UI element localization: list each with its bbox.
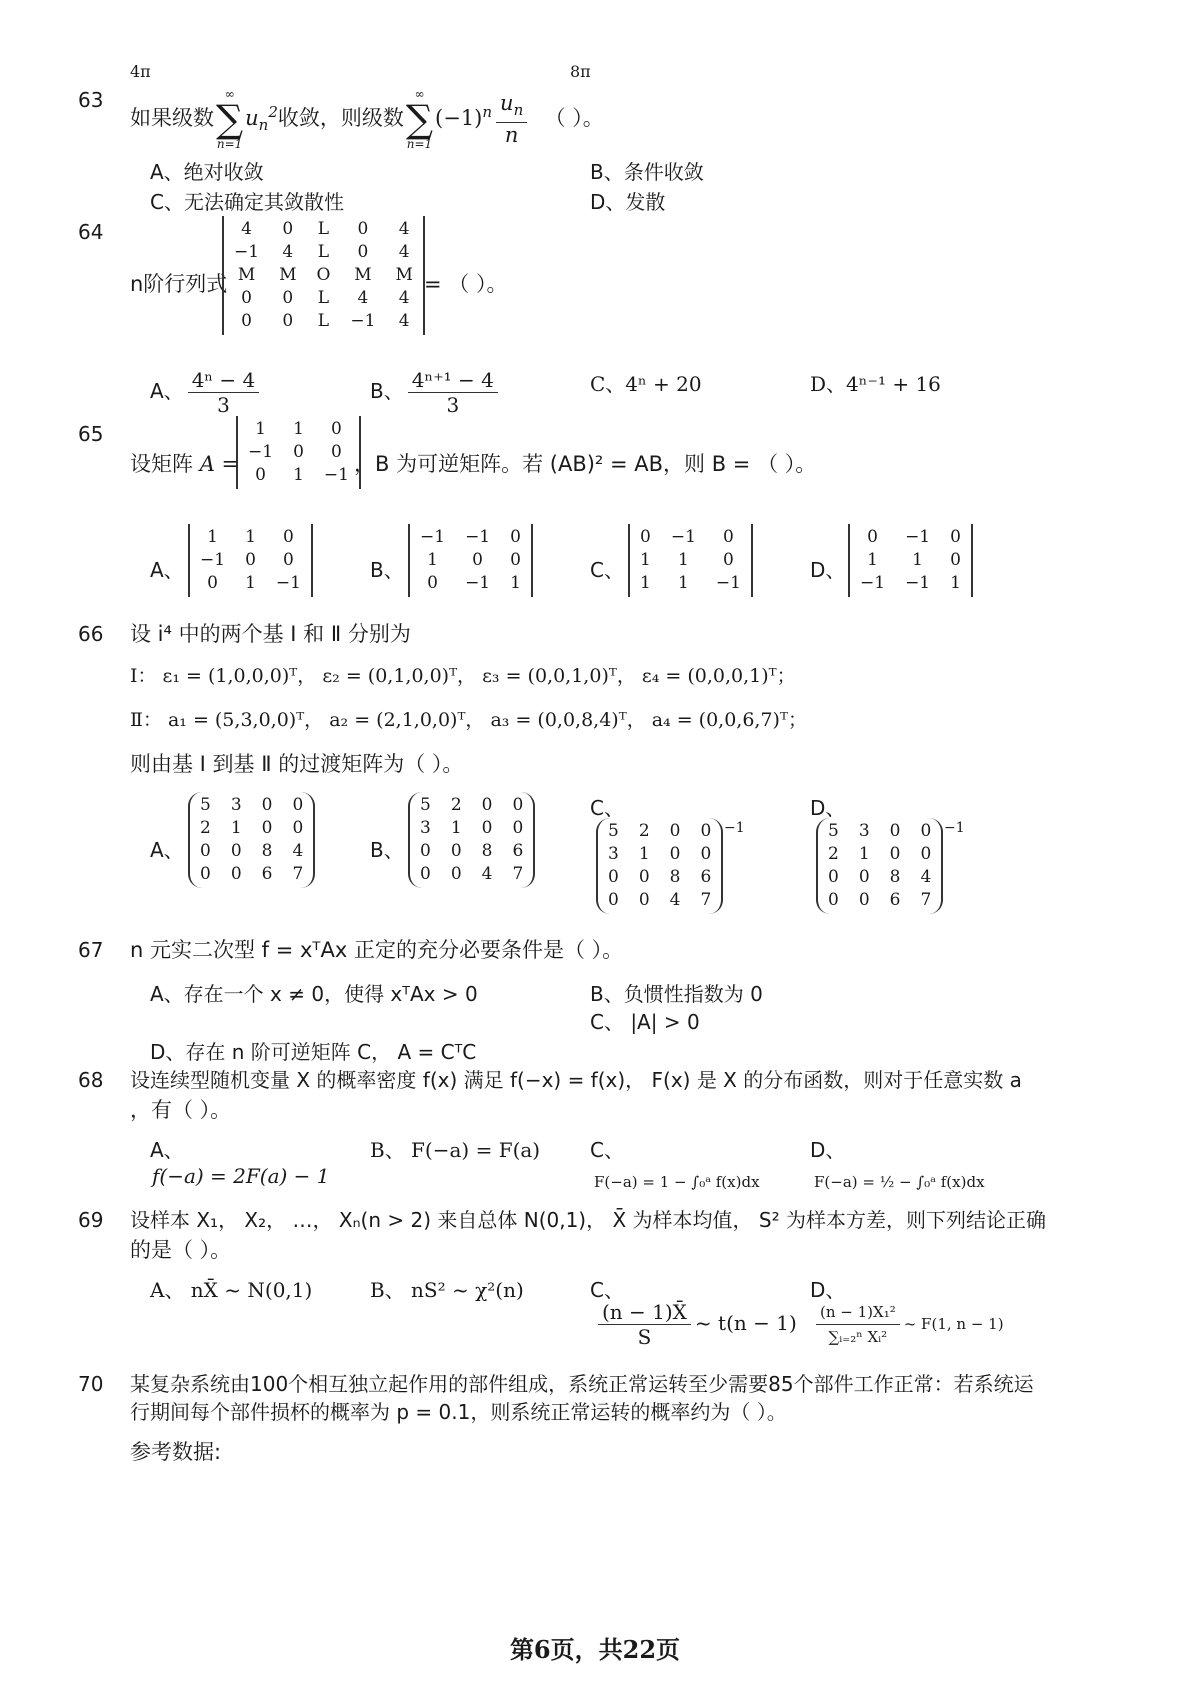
q65-option-c-label[interactable]: C、 xyxy=(590,558,624,582)
q63-option-b[interactable]: B、条件收敛 xyxy=(590,160,704,184)
q65-option-d-matrix[interactable]: 0 −1 0 1 1 0 −1 −1 1 xyxy=(848,524,973,597)
question-number: 66 xyxy=(78,622,104,646)
q64-option-d[interactable]: D、4ⁿ⁻¹ + 16 xyxy=(810,372,941,396)
q66-option-b-matrix[interactable]: 5 2 0 0 3 1 0 0 0 0 8 6 0 0 4 7 xyxy=(408,792,535,888)
q64-option-c[interactable]: C、4ⁿ + 20 xyxy=(590,372,702,396)
q63-option-a[interactable]: A、绝对收敛 xyxy=(150,160,264,184)
q65-option-d-label[interactable]: D、 xyxy=(810,558,846,582)
q68-option-c[interactable]: F(−a) = 1 − ∫₀ᵃ f(x)dx xyxy=(594,1173,760,1191)
q69-stem-line-1: 设样本 X₁， X₂， …， Xₙ(n > 2) 来自总体 N(0,1)， X̄ 为样本均值， S² 为样本方差，则下列结论正确 xyxy=(130,1208,1046,1232)
q68-option-a-label[interactable]: A、 xyxy=(150,1138,184,1162)
q64-lead: n阶行列式 xyxy=(130,272,228,296)
q65-option-b-label[interactable]: B、 xyxy=(370,558,404,582)
q65-stem-rest: ，B 为可逆矩阵。若 (AB)² = AB，则 B = （ ）。 xyxy=(354,452,817,476)
question-number: 63 xyxy=(78,88,104,112)
q67-option-d[interactable]: D、存在 n 阶可逆矩阵 C， A = CᵀC xyxy=(150,1040,477,1064)
sum-symbol: ∞ ∑ n=1 xyxy=(216,87,244,151)
question-63-stem xyxy=(130,82,604,155)
q69-option-b[interactable]: B、 nS² ~ χ²(n) xyxy=(370,1278,524,1302)
q63-text-3: （ ）。 xyxy=(544,106,604,130)
question-number: 68 xyxy=(78,1068,104,1092)
question-number: 65 xyxy=(78,422,104,446)
q66-option-c-label[interactable]: C、 xyxy=(590,796,624,820)
q65-option-a-label[interactable]: A、 xyxy=(150,558,184,582)
q66-option-d-label[interactable]: D、 xyxy=(810,796,846,820)
q66-option-d-matrix[interactable]: 5 3 0 0 2 1 0 0 0 0 8 4 0 0 6 7 xyxy=(816,818,943,914)
q66-option-c-inverse: −1 xyxy=(724,820,745,836)
q65-lead: 设矩阵 A = xyxy=(130,452,240,476)
page-footer: 第6页，共22页 xyxy=(509,1635,681,1664)
q65-matrix-a: 1 1 0 −1 0 0 0 1 −1 xyxy=(236,416,361,489)
q63-fraction: $\frac{u_n}{n}$ xyxy=(496,91,527,147)
q68-stem-line-1: 设连续型随机变量 X 的概率密度 f(x) 满足 f(−x) = f(x)， F(x) 是 X 的分布函数，则对于任意实数 a xyxy=(130,1068,1022,1092)
q67-option-b[interactable]: B、负惯性指数为 0 xyxy=(590,982,763,1006)
q69-option-c[interactable]: $\frac{(n - 1)X̄}{S}$ ~ t(n − 1) xyxy=(594,1300,797,1349)
q66-question: 则由基 Ⅰ 到基 Ⅱ 的过渡矩阵为（ ）。 xyxy=(130,752,464,776)
q70-stem-line-2: 行期间每个部件损杯的概率为 p = 0.1，则系统正常运转的概率约为（ ）。 xyxy=(130,1400,787,1424)
q69-option-d-label[interactable]: D、 xyxy=(810,1278,846,1302)
q63-term: $u_n^2$ xyxy=(245,103,278,135)
q68-option-a[interactable]: f(−a) = 2F(a) − 1 xyxy=(152,1164,330,1188)
top-fragment-right: 8π xyxy=(570,62,591,81)
q64-determinant xyxy=(222,216,425,335)
sum-symbol-2: ∞ ∑ n=1 xyxy=(405,87,434,151)
q66-basis-2: Ⅱ： a₁ = (5,3,0,0)ᵀ， a₂ = (2,1,0,0)ᵀ， a₃ = (0,0,8,4)ᵀ， a₄ = (0,0,6,7)ᵀ； xyxy=(130,709,807,731)
q68-option-d[interactable]: F(−a) = ½ − ∫₀ᵃ f(x)dx xyxy=(814,1173,985,1191)
question-number: 69 xyxy=(78,1208,104,1232)
q68-option-b[interactable]: B、 F(−a) = F(a) xyxy=(370,1138,541,1162)
q68-option-c-label[interactable]: C、 xyxy=(590,1138,624,1162)
q64-tail: = （ ）。 xyxy=(424,272,508,296)
q69-option-d[interactable]: $\frac{\text{(n − 1)X₁²}}{\text{∑ᵢ₌₂ⁿ Xᵢ²}}$ ~ F(1, n − 1) xyxy=(812,1300,1004,1349)
q63-text-1: 如果级数 xyxy=(130,106,214,130)
q66-option-d-inverse: −1 xyxy=(944,820,965,836)
q64-option-a[interactable]: A、 $\frac{\text{4ⁿ − 4}}{3}$ xyxy=(150,368,263,417)
q66-option-c-matrix[interactable]: 5 2 0 0 3 1 0 0 0 0 8 6 0 0 4 7 xyxy=(596,818,723,914)
q65-option-c-matrix[interactable]: 0 −1 0 1 1 0 1 1 −1 xyxy=(628,524,753,597)
q69-stem-line-2: 的是（ ）。 xyxy=(130,1238,232,1262)
q66-lead: 设 i⁴ 中的两个基 Ⅰ 和 Ⅱ 分别为 xyxy=(130,622,411,646)
q69-option-c-label[interactable]: C、 xyxy=(590,1278,624,1302)
q63-option-c[interactable]: C、无法确定其敛散性 xyxy=(150,190,344,214)
q67-option-c[interactable]: C、 |A| > 0 xyxy=(590,1010,700,1034)
q65-option-b-matrix[interactable]: −1 −1 0 1 0 0 0 −1 1 xyxy=(408,524,533,597)
q63-option-d[interactable]: D、发散 xyxy=(590,190,666,214)
q66-option-b-label[interactable]: B、 xyxy=(370,838,404,862)
q68-stem-line-2: ，有（ ）。 xyxy=(130,1098,232,1122)
question-number: 67 xyxy=(78,938,104,962)
q70-reference-data: 参考数据: xyxy=(130,1440,222,1464)
q66-option-a-label[interactable]: A、 xyxy=(150,838,184,862)
q64-option-b[interactable]: B、 $\frac{\text{4ⁿ⁺¹ − 4}}{3}$ xyxy=(370,368,502,417)
q66-option-a-matrix[interactable]: 5 3 0 0 2 1 0 0 0 0 8 4 0 0 6 7 xyxy=(188,792,315,888)
q63-text-2: 收敛，则级数 xyxy=(277,106,404,130)
q65-option-a-matrix[interactable]: 1 1 0 −1 0 0 0 1 −1 xyxy=(188,524,313,597)
top-fragment-left: 4π xyxy=(130,62,151,81)
q63-term-2: $(-1)^n$ xyxy=(435,103,493,130)
q69-option-a[interactable]: A、 nX̄ ~ N(0,1) xyxy=(150,1278,313,1302)
q66-basis-1: Ⅰ： ε₁ = (1,0,0,0)ᵀ， ε₂ = (0,1,0,0)ᵀ， ε₃ = (0,0,1,0)ᵀ， ε₄ = (0,0,0,1)ᵀ； xyxy=(130,665,796,687)
question-number: 64 xyxy=(78,220,104,244)
determinant-table: 4 0 L 0 4 −1 4 L 0 4 M M O M M 0 0 L 4 4 0 0 L −1 4 xyxy=(234,219,413,331)
q67-option-a[interactable]: A、存在一个 x ≠ 0，使得 xᵀAx > 0 xyxy=(150,982,478,1006)
q70-stem-line-1: 某复杂系统由100个相互独立起作用的部件组成，系统正常运转至少需要85个部件工作正常：若系统运 xyxy=(130,1372,1034,1396)
q67-stem: n 元实二次型 f = xᵀAx 正定的充分必要条件是（ ）。 xyxy=(130,938,624,962)
q68-option-d-label[interactable]: D、 xyxy=(810,1138,846,1162)
question-number: 70 xyxy=(78,1372,104,1396)
